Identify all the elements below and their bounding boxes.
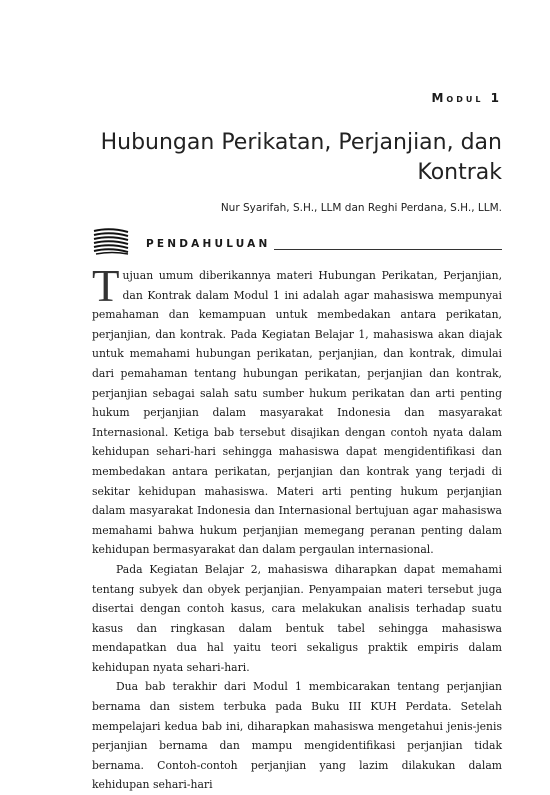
paragraph-2: Pada Kegiatan Belajar 2, mahasiswa diharapkan dapat memahami tentang subyek dan obyek perjanjian. Penyampaian materi tersebut juga disertai dengan contoh kasus, cara melakukan analisis terhadap suatu kasus dan ringkasan dalam bentuk tabel sehingga mahasiswa mendapatkan dua hal yaitu teori sekaligus praktik empiris dalam kehidupan nyata sehari-hari. [92, 562, 502, 674]
section-title: PENDAHULUAN [146, 238, 274, 250]
page-title: Hubungan Perikatan, Perjanjian, dan Kontrak [100, 130, 502, 185]
section-rule [252, 249, 502, 250]
book-lines-icon [92, 227, 130, 255]
paragraph-1 [92, 261, 502, 560]
module-label: Modul 1 [431, 91, 502, 105]
paragraph-3: Dua bab terakhir dari Modul 1 membicarakan tentang perjanjian bernama dan sistem terbuka pada Buku III KUH Perdata. Setelah mempelajari kedua bab ini, diharapkan mahasiswa mengetahui jenis-jenis perjanjian bernama dan mampu mengidentifikasi perjanjian tidak bernama. Contoh-contoh perjanjian yang lazim dilakukan dalam kehidupan sehari-hari [92, 680, 502, 792]
body-text [92, 261, 502, 795]
authors-line: Nur Syarifah, S.H., LLM dan Reghi Perdana, S.H., LLM. [220, 202, 502, 214]
paragraph-1-text: ujuan umum diberikannya materi Hubungan Perikatan, Perjanjian, dan Kontrak dalam Modul 1 ini adalah agar mahasiswa mempunyai pemahaman dan kemampuan untuk membedakan antara perikatan, perjanjian, dan kontrak. Pada Kegiatan Belajar 1, mahasiswa akan diajak untuk memahami hubungan perikatan, perjanjian, dan kontrak, dimulai dari pemahaman tentang hubungan perikatan, perjanjian dan kontrak, perjanjian sebagai salah satu sumber hukum perikatan dan arti penting hukum perjanjian dalam masyarakat Indonesia dan masyarakat Internasional. Ketiga bab tersebut disajikan dengan contoh nyata dalam kehidupan sehari-hari sehingga mahasiswa dapat mengidentifikasi dan membedakan antara perikatan, perjanjian dan kontrak yang terjadi di sekitar kehidupan mahasiswa. Materi arti penting hukum perjanjian dalam masyarakat Indonesia dan Internasional bertujuan agar mahasiswa memahami bahwa hukum perjanjian memegang peranan penting dalam kehidupan bermasyarakat dan dalam pergaulan internasional. [92, 269, 502, 557]
section-header [92, 227, 502, 255]
drop-cap: T [92, 261, 120, 311]
